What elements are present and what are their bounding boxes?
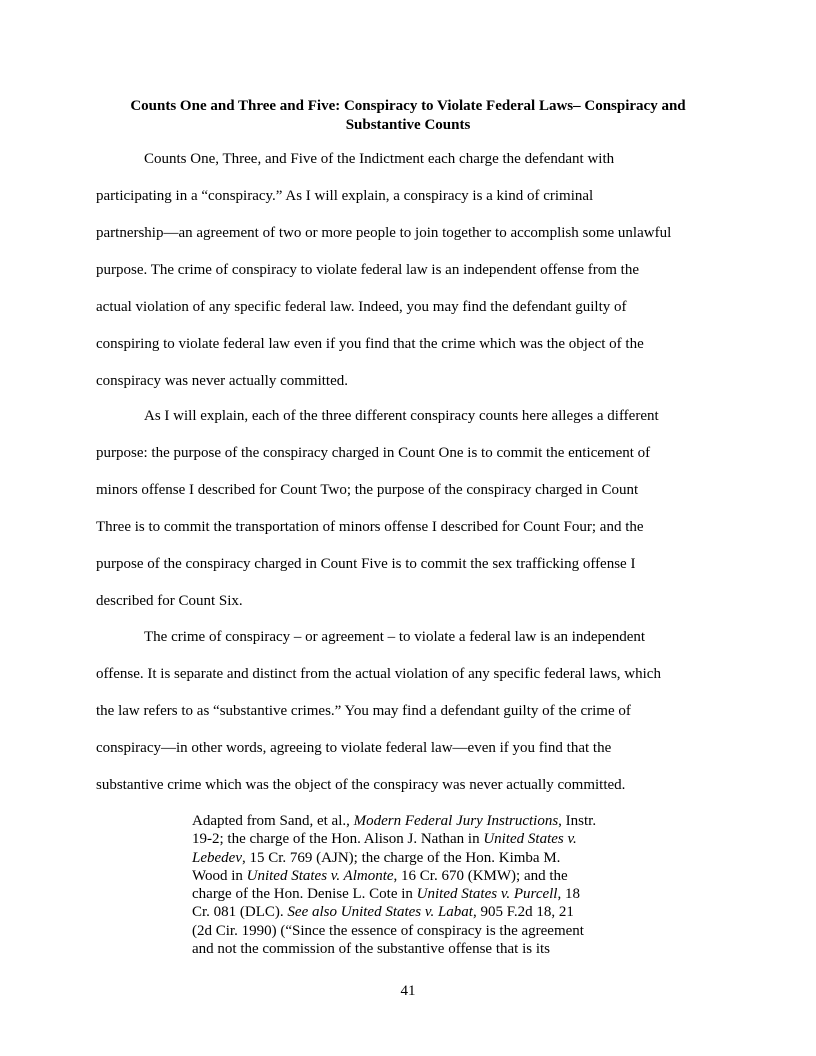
paragraph-line: partnership—an agreement of two or more people to join together to accomplish some unlawful [96,225,672,241]
paragraph-line: substantive crime which was the object of the conspiracy was never actually committed. [96,777,626,793]
page-number: 41 [400,983,416,999]
paragraph-line: conspiracy—in other words, agreeing to violate federal law—even if you find that the [96,740,612,756]
paragraph-line: Three is to commit the transportation of minors offense I described for Count Four; and the [96,519,644,535]
citation-italic: See also United States v. Labat [287,904,473,921]
paragraph-line: Counts One, Three, and Five of the Indictment each charge the defendant with [144,151,615,167]
citation-text: , 18 [557,886,580,903]
citation-text: Adapted from Sand, et al., [192,813,354,829]
citation-line [192,849,632,867]
section-heading-line-1: Counts One and Three and Five: Conspiracy to Violate Federal Laws– Conspiracy and [130,98,686,114]
citation-line: (2d Cir. 1990) (“Since the essence of conspiracy is the agreement [192,922,584,939]
paragraph-line: As I will explain, each of the three different conspiracy counts here alleges a different [144,408,659,424]
paragraph-line: conspiracy was never actually committed. [96,373,348,389]
citation-text: Cr. 081 (DLC). [192,904,288,921]
paragraph-line: The crime of conspiracy – or agreement – to violate a federal law is an independent [144,629,646,645]
paragraph-line: purpose. The crime of conspiracy to violate federal law is an independent offense from the [96,262,640,278]
paragraph-line: purpose of the conspiracy charged in Count Five is to commit the sex trafficking offense I [96,556,636,572]
citation-text: 19-2; the charge of the Hon. Alison J. Nathan in [192,831,484,848]
paragraph-line: actual violation of any specific federal law. Indeed, you may find the defendant guilty of [96,299,627,315]
citation-text: charge of the Hon. Denise L. Cote in [192,886,417,903]
paragraph-line: the law refers to as “substantive crimes.” You may find a defendant guilty of the crime of [96,703,631,719]
paragraph-line: participating in a “conspiracy.” As I will explain, a conspiracy is a kind of criminal [96,188,594,204]
section-heading-line-2: Substantive Counts [345,117,471,133]
citation-block [192,812,632,958]
citation-text: Wood in [192,867,247,884]
citation-text: , 905 F.2d 18, 21 [472,904,574,921]
citation-line [192,867,632,885]
paragraph-line: minors offense I described for Count Two; the purpose of the conspiracy charged in Count [96,482,639,498]
citation-text: , 15 Cr. 769 (AJN); the charge of the Hon. Kimba M. [241,849,561,866]
citation-line [192,885,632,903]
citation-italic: United States v. [483,831,577,848]
citation-italic: Lebedev [192,849,242,866]
paragraph-line: purpose: the purpose of the conspiracy charged in Count One is to commit the enticement of [96,445,651,461]
citation-line [192,830,632,848]
section-heading [96,97,720,135]
citation-italic: United States v. Almonte [246,867,394,884]
citation-line: and not the commission of the substantive offense that is its [192,941,551,958]
citation-line [192,903,632,921]
citation-text: , Instr. [558,813,597,829]
citation-italic: Modern Federal Jury Instructions [353,813,559,829]
citation-text: , 16 Cr. 670 (KMW); and the [393,867,568,884]
paragraph-line: described for Count Six. [96,593,243,609]
citation-line [192,812,632,830]
citation-italic: United States v. Purcell [416,886,558,903]
paragraph-line: offense. It is separate and distinct from the actual violation of any specific federal laws, which [96,666,661,682]
paragraph-line: conspiring to violate federal law even if you find that the crime which was the object of the [96,336,644,352]
